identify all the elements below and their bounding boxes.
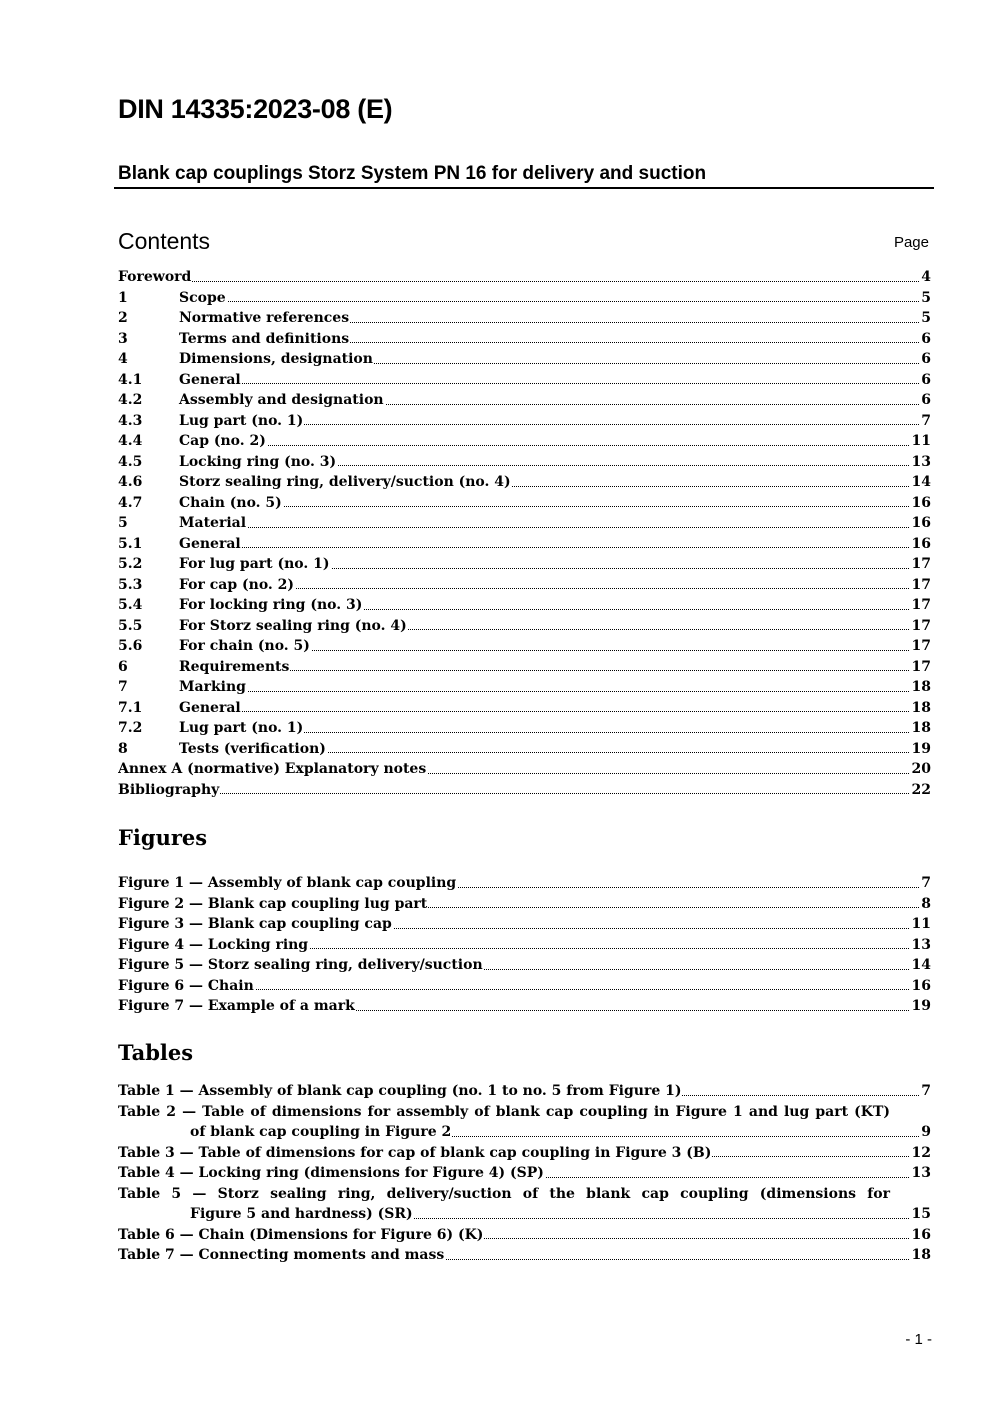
toc-entry-label: Material	[179, 515, 247, 531]
toc-entry-text	[118, 616, 408, 637]
toc-entry-page: 6	[919, 390, 931, 411]
toc-entry-text	[118, 288, 227, 309]
toc-entry-page: 17	[910, 595, 931, 616]
toc-entry[interactable]	[118, 595, 931, 616]
toc-entry-number: 6	[118, 658, 128, 675]
toc-entry-text	[118, 677, 247, 698]
toc-entry-label: Marking	[179, 679, 246, 695]
toc-entry[interactable]	[118, 636, 931, 657]
toc-entry-page: 20	[910, 759, 931, 780]
toc-entry-page: 16	[910, 493, 931, 514]
toc-entry-page: 7	[919, 411, 931, 432]
toc-entry-label: General	[179, 699, 241, 716]
table-entry-label: Table 5 — Storz sealing ring, delivery/suction of the blank cap coupling (dimensions for	[118, 1184, 890, 1205]
toc-entry-text	[118, 493, 283, 514]
toc-entry-label: Chain (no. 5)	[179, 494, 282, 511]
toc-entry-text	[118, 513, 247, 534]
toc-entry-number: 5.2	[118, 556, 143, 572]
title-rule	[114, 187, 934, 189]
figure-entry-page: 13	[910, 935, 931, 956]
toc-entry[interactable]	[118, 616, 931, 637]
toc-entry-text	[118, 718, 304, 739]
figure-entry[interactable]	[118, 955, 931, 976]
toc-entry-text	[118, 575, 295, 596]
toc-entry[interactable]	[118, 718, 931, 739]
toc-entry-text	[118, 534, 242, 555]
toc-entry[interactable]	[118, 657, 931, 678]
figure-entry-label: Figure 1 — Assembly of blank cap coupling	[118, 873, 457, 894]
toc-entry-page: 6	[919, 370, 931, 391]
toc-entry-text	[118, 739, 327, 760]
toc-entry-page: 17	[910, 554, 931, 575]
figure-entry[interactable]	[118, 873, 931, 894]
toc-entry-label: Assembly and designation	[179, 392, 384, 408]
figure-entry[interactable]	[118, 935, 931, 956]
table-entry-page: 7	[919, 1081, 931, 1102]
toc-entry-label: For chain (no. 5)	[179, 638, 310, 654]
toc-entry-label: General	[179, 371, 241, 388]
toc-entry-label: General	[179, 535, 241, 552]
toc-entry-label: Normative references	[179, 310, 350, 326]
toc-entry[interactable]	[118, 411, 931, 432]
toc-entry-number: 4.3	[118, 412, 143, 429]
table-entry-label: Table 2 — Table of dimensions for assembly of blank cap coupling in Figure 1 and lug part (KT)	[118, 1102, 890, 1123]
toc-entry-number: 4.7	[118, 494, 143, 511]
toc-entry[interactable]	[118, 554, 931, 575]
toc-entry-text	[118, 267, 192, 288]
toc-entry-label: For Storz sealing ring (no. 4)	[179, 617, 407, 634]
dot-leader	[118, 281, 931, 282]
figure-entry[interactable]	[118, 976, 931, 997]
toc-entry-text	[118, 411, 304, 432]
toc-entry-page: 17	[910, 636, 931, 657]
toc-entry-text	[118, 472, 512, 493]
toc-entry[interactable]	[118, 431, 931, 452]
toc-entry[interactable]	[118, 575, 931, 596]
toc-entry-label: Dimensions, designation	[179, 351, 373, 367]
toc-entry-text	[118, 595, 363, 616]
table-entry[interactable]	[118, 1225, 931, 1246]
toc-entry-text	[118, 636, 311, 657]
toc-entry-number: 4.2	[118, 392, 143, 408]
table-entry[interactable]	[118, 1163, 931, 1184]
toc-entry-number: 1	[118, 289, 128, 306]
toc-entry-number: 4	[118, 351, 128, 367]
toc-entry-number: 5.5	[118, 617, 143, 634]
toc-entry-number: 8	[118, 740, 128, 757]
toc-entry-number: 3	[118, 330, 128, 347]
toc-entry-label: Lug part (no. 1)	[179, 720, 304, 736]
toc-entry[interactable]	[118, 370, 931, 391]
figure-entry-label: Figure 4 — Locking ring	[118, 935, 309, 956]
toc-entry-text	[118, 759, 427, 780]
toc-entry-number: 5.6	[118, 638, 143, 654]
toc-entry-number: 4.6	[118, 474, 143, 490]
toc-entry[interactable]	[118, 759, 931, 780]
table-entry-label: Table 7 — Connecting moments and mass	[118, 1245, 445, 1266]
toc-entry[interactable]	[118, 308, 931, 329]
toc-entry-page: 13	[910, 452, 931, 473]
toc-entry-number: 2	[118, 310, 128, 326]
toc-entry-text	[118, 554, 331, 575]
table-entry[interactable]	[118, 1245, 931, 1266]
table-entry-page: 9	[919, 1122, 931, 1143]
toc-entry-label: Scope	[179, 289, 226, 306]
toc-entry-number: 4.1	[118, 371, 143, 388]
toc-entry[interactable]	[118, 472, 931, 493]
toc-entry-page: 6	[919, 349, 931, 370]
toc-entry[interactable]	[118, 349, 931, 370]
toc-entry[interactable]	[118, 780, 931, 801]
figure-entry-label: Figure 6 — Chain	[118, 976, 255, 997]
table-entry[interactable]	[118, 1184, 931, 1225]
toc-entry-text	[118, 452, 337, 473]
toc-entry[interactable]	[118, 452, 931, 473]
toc-entry[interactable]	[118, 493, 931, 514]
table-entry-label: Table 6 — Chain (Dimensions for Figure 6) (K)	[118, 1225, 484, 1246]
figure-entry-label: Figure 2 — Blank cap coupling lug part	[118, 894, 428, 915]
toc-entry[interactable]	[118, 739, 931, 760]
table-entry[interactable]	[118, 1143, 931, 1164]
figures-list	[118, 873, 931, 1017]
toc-entry-page: 17	[910, 575, 931, 596]
figure-entry[interactable]	[118, 996, 931, 1017]
figure-entry-page: 14	[910, 955, 931, 976]
toc-entry[interactable]	[118, 329, 931, 350]
table-entry[interactable]	[118, 1102, 931, 1143]
figure-entry-label: Figure 3 — Blank cap coupling cap	[118, 914, 393, 935]
document-id: DIN 14335:2023-08 (E)	[118, 94, 393, 124]
toc-entry-label: Locking ring (no. 3)	[179, 453, 337, 470]
toc-entry-page: 18	[910, 718, 931, 739]
toc-entry[interactable]	[118, 513, 931, 534]
table-entry-continuation: of blank cap coupling in Figure 2	[190, 1122, 452, 1143]
toc-entry-number: 5.3	[118, 576, 143, 593]
toc-entry[interactable]	[118, 677, 931, 698]
toc-entry-label: Requirements	[179, 658, 290, 675]
toc-entry-page: 5	[919, 308, 931, 329]
toc-entry-page: 11	[910, 431, 931, 452]
toc-entry[interactable]	[118, 288, 931, 309]
table-entry-page: 13	[910, 1163, 931, 1184]
contents-list	[118, 267, 931, 800]
toc-entry-number: 7	[118, 679, 128, 695]
toc-entry-label: Foreword	[118, 269, 192, 285]
toc-entry-page: 18	[910, 698, 931, 719]
figure-entry-page: 16	[910, 976, 931, 997]
toc-entry-label: For lug part (no. 1)	[179, 556, 330, 572]
figure-entry[interactable]	[118, 914, 931, 935]
toc-entry-text	[118, 370, 242, 391]
table-entry-page: 15	[910, 1204, 931, 1225]
toc-entry[interactable]	[118, 534, 931, 555]
table-entry-page: 18	[910, 1245, 931, 1266]
document-title: Blank cap couplings Storz System PN 16 for delivery and suction	[118, 163, 707, 184]
dot-leader	[118, 793, 931, 794]
toc-entry-text	[118, 390, 385, 411]
toc-entry-page: 17	[910, 657, 931, 678]
tables-heading: Tables	[118, 1040, 194, 1065]
toc-entry-number: 7.1	[118, 699, 143, 716]
figure-entry-label: Figure 5 — Storz sealing ring, delivery/suction	[118, 955, 484, 976]
figures-heading: Figures	[118, 825, 208, 850]
table-entry-page: 12	[910, 1143, 931, 1164]
toc-entry-text	[118, 308, 350, 329]
toc-entry-text	[118, 780, 220, 801]
toc-entry-number: 5	[118, 515, 128, 531]
table-entry-page: 16	[910, 1225, 931, 1246]
toc-entry-page: 22	[910, 780, 931, 801]
figure-entry-page: 7	[919, 873, 931, 894]
toc-entry-page: 14	[910, 472, 931, 493]
table-entry-label: Table 1 — Assembly of blank cap coupling (no. 1 to no. 5 from Figure 1)	[118, 1081, 682, 1102]
toc-entry-page: 6	[919, 329, 931, 350]
table-entry-label: Table 3 — Table of dimensions for cap of blank cap coupling in Figure 3 (B)	[118, 1143, 712, 1164]
contents-heading: Contents	[118, 228, 211, 254]
figure-entry-page: 11	[910, 914, 931, 935]
toc-entry-label: Cap (no. 2)	[179, 433, 266, 449]
table-entry[interactable]	[118, 1081, 931, 1102]
toc-entry-page: 4	[919, 267, 931, 288]
toc-entry-label: Bibliography	[118, 781, 220, 798]
toc-entry-label: Storz sealing ring, delivery/suction (no. 4)	[179, 474, 511, 490]
toc-entry-label: Lug part (no. 1)	[179, 412, 304, 429]
toc-entry-text	[118, 657, 290, 678]
toc-entry[interactable]	[118, 698, 931, 719]
toc-entry-label: For locking ring (no. 3)	[179, 597, 363, 613]
toc-entry-label: Tests (verification)	[179, 740, 326, 757]
table-entry-continuation: Figure 5 and hardness) (SR)	[190, 1204, 414, 1225]
figure-entry-page: 19	[910, 996, 931, 1017]
toc-entry-text	[118, 329, 350, 350]
toc-entry-page: 16	[910, 534, 931, 555]
figure-entry[interactable]	[118, 894, 931, 915]
toc-entry-page: 5	[919, 288, 931, 309]
toc-entry-label: For cap (no. 2)	[179, 576, 295, 593]
toc-entry-number: 5.4	[118, 597, 143, 613]
page-number: - 1 -	[905, 1331, 932, 1348]
toc-entry-number: 4.4	[118, 433, 143, 449]
toc-entry-number: 7.2	[118, 720, 143, 736]
dot-leader	[118, 301, 931, 302]
toc-entry-page: 17	[910, 616, 931, 637]
page-column-label: Page	[893, 234, 929, 251]
toc-entry-label: Annex A (normative) Explanatory notes	[118, 761, 427, 777]
figure-entry-label: Figure 7 — Example of a mark	[118, 996, 356, 1017]
toc-entry-text	[118, 698, 242, 719]
toc-entry[interactable]	[118, 267, 931, 288]
tables-list	[118, 1081, 931, 1266]
toc-entry-label: Terms and definitions	[179, 330, 350, 347]
figure-entry-page: 8	[919, 894, 931, 915]
toc-entry-text	[118, 431, 267, 452]
toc-entry-text	[118, 349, 374, 370]
toc-entry-page: 19	[910, 739, 931, 760]
toc-entry[interactable]	[118, 390, 931, 411]
toc-entry-number: 4.5	[118, 453, 143, 470]
toc-entry-number: 5.1	[118, 535, 143, 552]
toc-entry-page: 16	[910, 513, 931, 534]
toc-entry-page: 18	[910, 677, 931, 698]
table-entry-label: Table 4 — Locking ring (dimensions for Figure 4) (SP)	[118, 1163, 545, 1184]
